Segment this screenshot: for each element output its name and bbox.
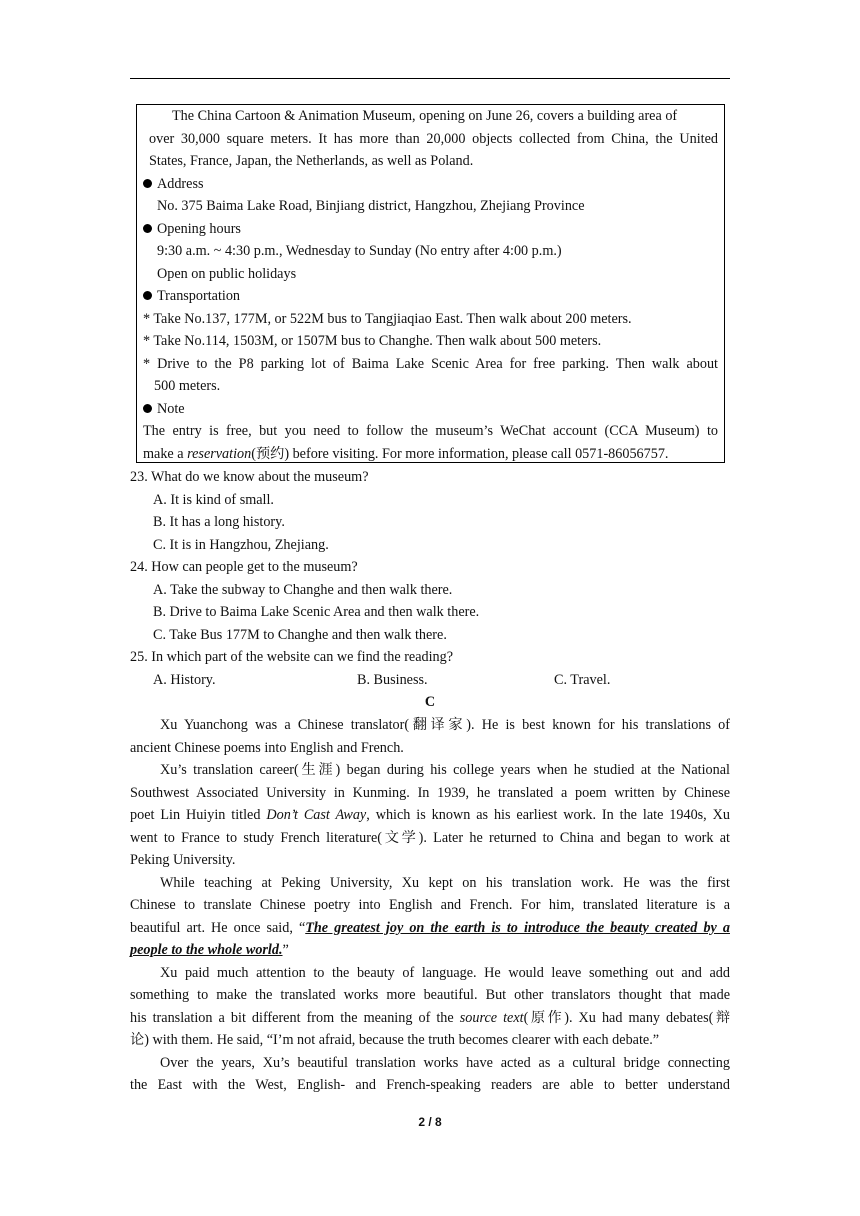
transport-item-3-cont: 500 meters. — [154, 378, 221, 394]
passage-p5-line-2: the East with the West, English- and French-speaking readers are able to better understand — [130, 1077, 730, 1093]
question-25: 25. In which part of the website can we find the reading? — [130, 649, 454, 665]
passage-p4-line-4: 论) with them. He said, “I’m not afraid, because the truth becomes clearer with each debate.” — [130, 1032, 660, 1048]
option-23-a: A. It is kind of small. — [153, 492, 274, 508]
option-24-b: B. Drive to Baima Lake Scenic Area and then walk there. — [153, 604, 480, 620]
transport-item-1: * Take No.137, 177M, or 522M bus to Tangjiaqiao East. Then walk about 200 meters. — [143, 311, 632, 327]
passage-p4-line-3: his translation a bit different from the meaning of the source text(原作). Xu had many debates(辩 — [130, 1010, 731, 1026]
section-c-heading: C — [424, 694, 436, 710]
option-25-b: B. Business. — [357, 672, 428, 688]
note-text-1: The entry is free, but you need to follow the museum’s WeChat account (CCA Museum) to — [143, 423, 718, 439]
bullet-icon — [143, 404, 152, 413]
notice-intro-line-1: The China Cartoon & Animation Museum, opening on June 26, covers a building area of — [172, 108, 678, 124]
note-heading: Note — [143, 399, 185, 419]
underlined-quote-cont: people to the whole world. — [130, 942, 283, 958]
option-23-b: B. It has a long history. — [153, 514, 285, 530]
transport-item-2: * Take No.114, 1503M, or 1507M bus to Changhe. Then walk about 500 meters. — [143, 333, 602, 349]
hours-text-2: Open on public holidays — [157, 266, 297, 282]
transport-item-3: * Drive to the P8 parking lot of Baima Lake Scenic Area for free parking. Then walk about — [143, 356, 718, 372]
poem-title: Don’t Cast Away — [266, 807, 367, 823]
underlined-quote: The greatest joy on the earth is to introduce the beauty created by a — [305, 920, 730, 936]
notice-intro-line-3: States, France, Japan, the Netherlands, as well as Poland. — [149, 153, 474, 169]
option-25-a: A. History. — [153, 672, 216, 688]
source-text-term: source text — [459, 1010, 524, 1026]
passage-p3-line-3: beautiful art. He once said, “The greatest joy on the earth is to introduce the beauty created by a — [130, 920, 730, 936]
notice-intro-line-2: over 30,000 square meters. It has more than 20,000 objects collected from China, the United — [149, 131, 718, 147]
passage-p5-line-1: Over the years, Xu’s beautiful translation works have acted as a cultural bridge connecting — [160, 1055, 730, 1071]
question-23: 23. What do we know about the museum? — [130, 469, 369, 485]
address-text: No. 375 Baima Lake Road, Binjiang district, Hangzhou, Zhejiang Province — [157, 198, 585, 214]
bullet-icon — [143, 291, 152, 300]
passage-p2-line-5: Peking University. — [130, 852, 236, 868]
question-24: 24. How can people get to the museum? — [130, 559, 358, 575]
reservation-term: reservation — [187, 446, 252, 462]
passage-p2-line-2: Southwest Associated University in Kunming. In 1939, he translated a poem written by Chinese — [130, 785, 730, 801]
option-23-c: C. It is in Hangzhou, Zhejiang. — [153, 537, 329, 553]
passage-p2-line-1: Xu’s translation career(生涯) began during his college years when he studied at the National — [160, 762, 730, 778]
bullet-icon — [143, 179, 152, 188]
passage-p1-line-2: ancient Chinese poems into English and French. — [130, 740, 404, 756]
note-text-2: make a reservation(预约) before visiting. For more information, please call 0571-86056757. — [143, 446, 669, 462]
passage-p3-line-2: Chinese to translate Chinese poetry into English and French. For him, translated literature is a — [130, 897, 730, 913]
passage-p2-line-4: went to France to study French literature(文学). Later he returned to China and began to work at — [130, 830, 730, 846]
passage-p2-line-3: poet Lin Huiyin titled Don’t Cast Away, which is known as his earliest work. In the late 1940s, Xu — [130, 807, 730, 823]
option-24-c: C. Take Bus 177M to Changhe and then walk there. — [153, 627, 447, 643]
passage-p4-line-2: something to make the translated works more beautiful. But other translators thought that made — [130, 987, 730, 1003]
hours-heading: Opening hours — [143, 219, 241, 239]
option-24-a: A. Take the subway to Changhe and then walk there. — [153, 582, 453, 598]
passage-p4-line-1: Xu paid much attention to the beauty of language. He would leave something out and add — [160, 965, 730, 981]
passage-p3-line-1: While teaching at Peking University, Xu kept on his translation work. He was the first — [160, 875, 730, 891]
transport-heading: Transportation — [143, 286, 240, 306]
hours-text-1: 9:30 a.m. ~ 4:30 p.m., Wednesday to Sunday (No entry after 4:00 p.m.) — [157, 243, 562, 259]
bullet-icon — [143, 224, 152, 233]
header-rule — [130, 78, 730, 79]
passage-p3-line-4: people to the whole world.” — [130, 942, 289, 958]
address-heading: Address — [143, 174, 204, 194]
page-number: 2 / 8 — [418, 1115, 442, 1129]
option-25-c: C. Travel. — [554, 672, 611, 688]
passage-p1-line-1: Xu Yuanchong was a Chinese translator(翻译家). He is best known for his translations of — [160, 717, 730, 733]
